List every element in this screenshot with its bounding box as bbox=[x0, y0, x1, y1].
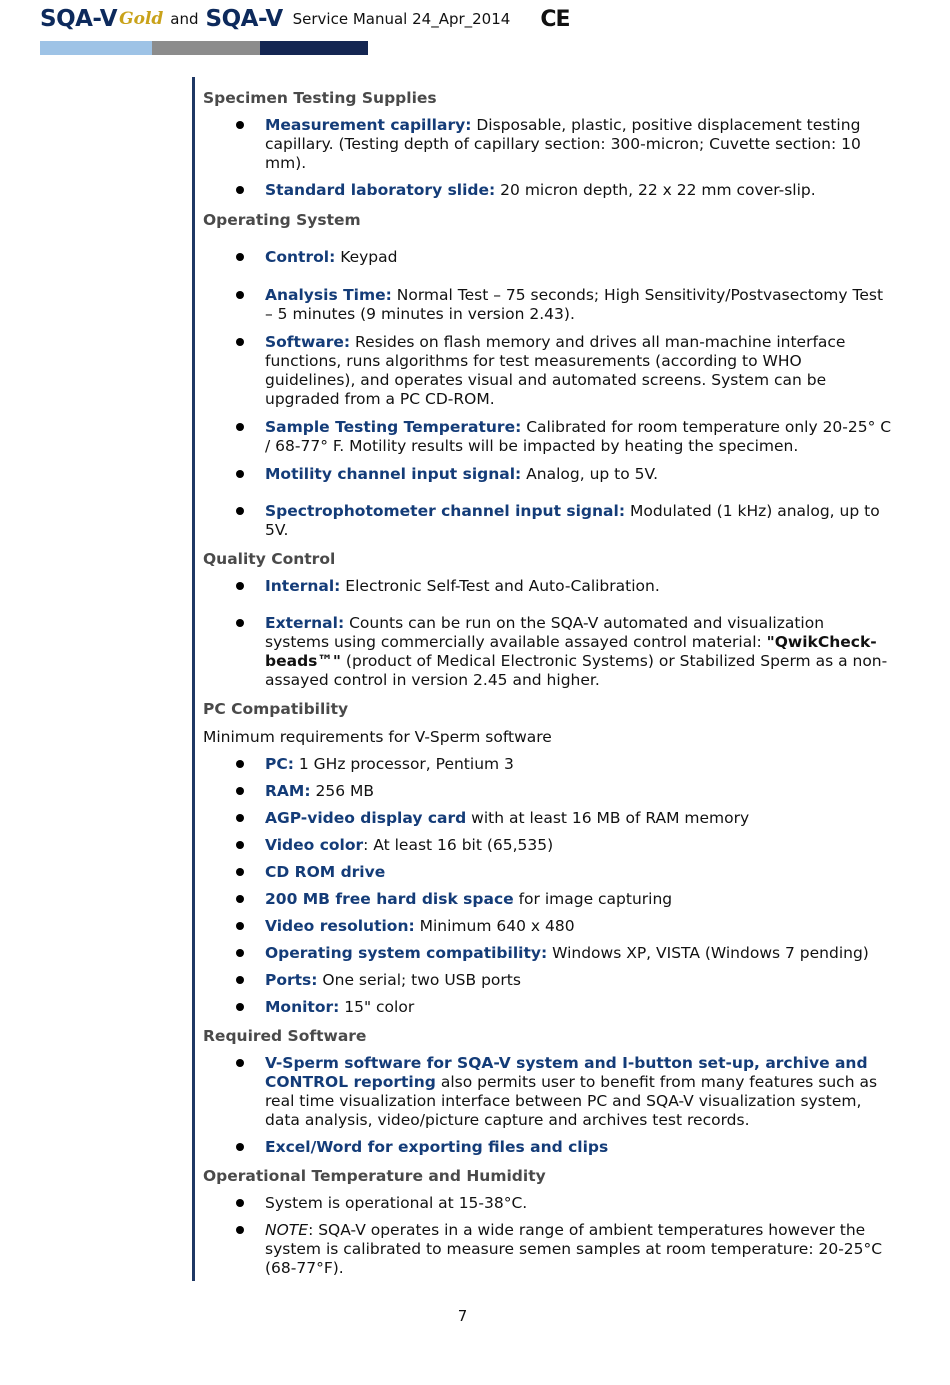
ce-mark-icon: CE bbox=[540, 6, 570, 32]
operational-temperature-list bbox=[203, 1194, 893, 1278]
list-item: Standard laboratory slide: 20 micron depth, 22 x 22 mm cover-slip. bbox=[203, 181, 893, 200]
list-item: CD ROM drive bbox=[203, 863, 893, 882]
page-content bbox=[203, 86, 893, 1278]
page-header bbox=[40, 4, 570, 34]
section-heading-quality-control: Quality Control bbox=[203, 550, 336, 568]
list-item: PC: 1 GHz processor, Pentium 3 bbox=[203, 755, 893, 774]
page-number: 7 bbox=[457, 1307, 468, 1325]
margin-rule bbox=[192, 77, 195, 1281]
section-heading-required-software: Required Software bbox=[203, 1027, 367, 1045]
list-item: Excel/Word for exporting files and clips bbox=[203, 1138, 893, 1157]
header-bar-light-blue bbox=[40, 41, 152, 55]
specimen-supplies-list bbox=[203, 116, 893, 200]
section-heading-operating-system: Operating System bbox=[203, 211, 361, 229]
section-heading-operational-temperature: Operational Temperature and Humidity bbox=[203, 1167, 546, 1185]
list-item: Video resolution: Minimum 640 x 480 bbox=[203, 917, 893, 936]
list-item: Spectrophotometer channel input signal: Modulated (1 kHz) analog, up to 5V. bbox=[203, 502, 893, 540]
pc-compatibility-list bbox=[203, 755, 893, 1017]
list-item: External: Counts can be run on the SQA-V automated and visualization systems using commercially available assayed control material: "QwikCheck-beads™" (product of Medical Electronic Systems) or Stabilized Sperm as a non-assayed control in version 2.45 and higher. bbox=[203, 614, 893, 690]
section-heading-pc-compatibility: PC Compatibility bbox=[203, 700, 349, 718]
list-item: Operating system compatibility: Windows XP, VISTA (Windows 7 pending) bbox=[203, 944, 893, 963]
quality-control-list bbox=[203, 577, 893, 690]
section-heading-specimen-testing-supplies: Specimen Testing Supplies bbox=[203, 89, 437, 107]
gold-logo-mark: Gold bbox=[119, 9, 164, 29]
header-color-bars bbox=[40, 41, 368, 55]
list-item: Motility channel input signal: Analog, up to 5V. bbox=[203, 465, 893, 484]
sqa-v-gold-logo: SQA-V bbox=[40, 6, 118, 32]
list-item: Video color: At least 16 bit (65,535) bbox=[203, 836, 893, 855]
sqa-v-logo: SQA-V bbox=[205, 6, 283, 32]
list-item: Measurement capillary: Disposable, plastic, positive displacement testing capillary. (Testing depth of capillary section: 300-micron; Cuvette section: 10 mm). bbox=[203, 116, 893, 173]
list-item: AGP-video display card with at least 16 MB of RAM memory bbox=[203, 809, 893, 828]
list-item: Analysis Time: Normal Test – 75 seconds; High Sensitivity/Postvasectomy Test – 5 minutes (9 minutes in version 2.43). bbox=[203, 286, 893, 324]
list-item: V-Sperm software for SQA-V system and I-button set-up, archive and CONTROL reporting also permits user to benefit from many features such as real time visualization interface between PC and SQA-V visualization system, data analysis, video/picture capture and archives test records. bbox=[203, 1054, 893, 1130]
pc-requirements-intro: Minimum requirements for V-Sperm software bbox=[203, 728, 552, 746]
list-item: 200 MB free hard disk space for image capturing bbox=[203, 890, 893, 909]
list-item: Sample Testing Temperature: Calibrated for room temperature only 20-25° C / 68-77° F. Motility results will be impacted by heating the specimen. bbox=[203, 418, 893, 456]
header-and: and bbox=[170, 10, 199, 28]
list-item: Monitor: 15" color bbox=[203, 998, 893, 1017]
list-item: Internal: Electronic Self-Test and Auto-Calibration. bbox=[203, 577, 893, 596]
header-bar-navy bbox=[260, 41, 368, 55]
list-item: NOTE: SQA-V operates in a wide range of ambient temperatures however the system is calibrated to measure semen samples at room temperature: 20-25°C (68-77°F). bbox=[203, 1221, 893, 1278]
header-bar-gray bbox=[152, 41, 260, 55]
required-software-list bbox=[203, 1054, 893, 1157]
list-item: System is operational at 15-38°C. bbox=[203, 1194, 893, 1213]
list-item: Software: Resides on flash memory and drives all man-machine interface functions, runs algorithms for test measurements (according to WHO guidelines), and operates visual and automated screens. System can be upgraded from a PC CD-ROM. bbox=[203, 333, 893, 409]
operating-system-list bbox=[203, 248, 893, 540]
list-item: Control: Keypad bbox=[203, 248, 893, 267]
header-title: Service Manual 24_Apr_2014 bbox=[292, 10, 511, 28]
list-item: Ports: One serial; two USB ports bbox=[203, 971, 893, 990]
note-label: NOTE bbox=[265, 1221, 309, 1239]
list-item: RAM: 256 MB bbox=[203, 782, 893, 801]
